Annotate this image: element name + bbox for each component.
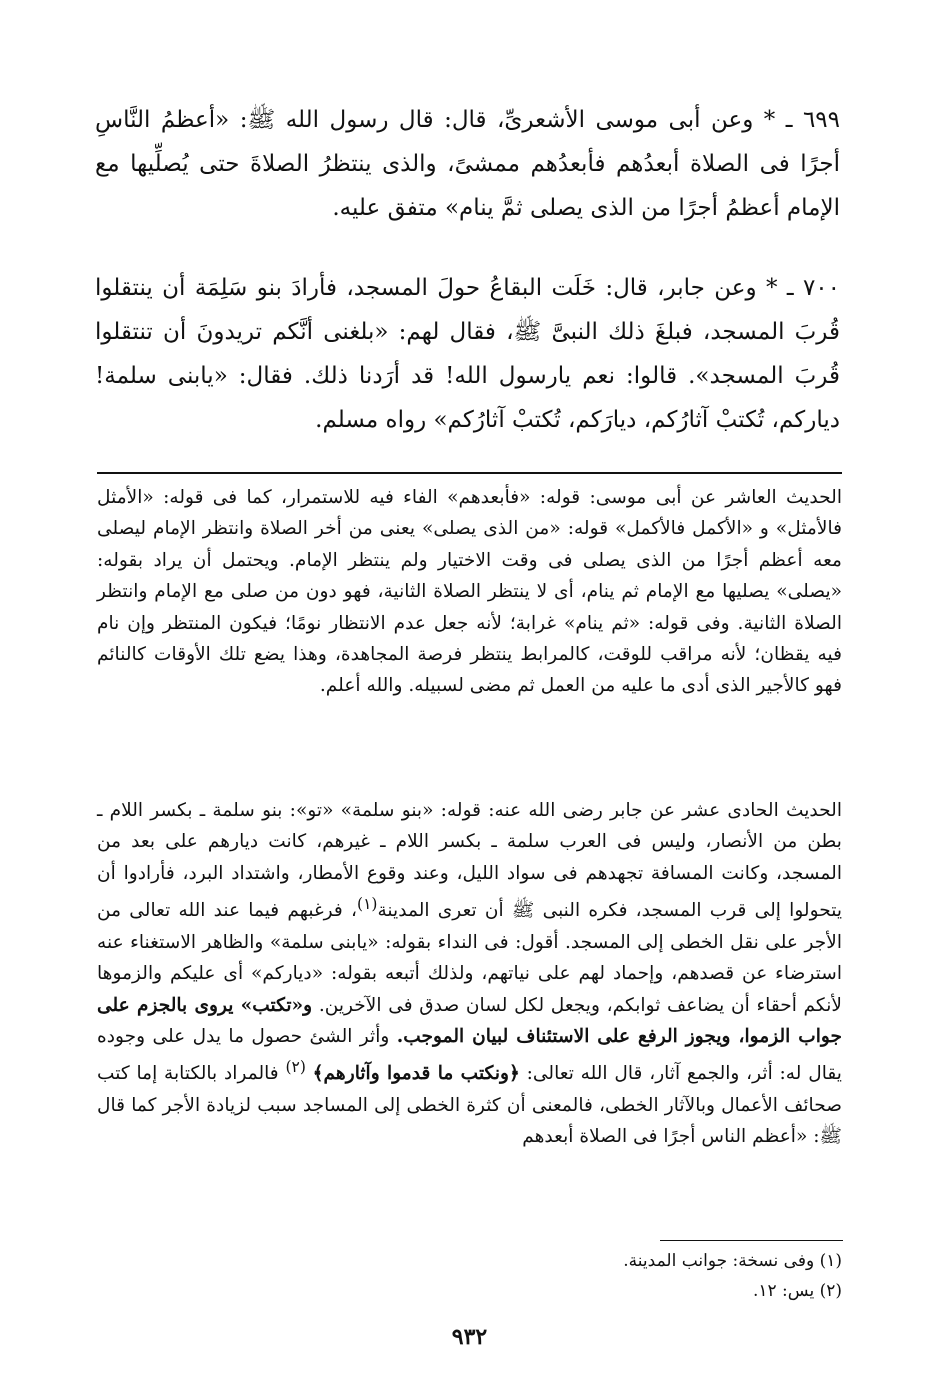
footnote-2: (٢) يس: ١٢. xyxy=(752,1281,842,1301)
footnote-marker-1: (١) xyxy=(357,895,378,914)
quran-quote: ﴿ونكتب ما قدموا وآثارهم﴾ xyxy=(312,1063,520,1085)
footnote-marker-2: (٢) xyxy=(285,1058,306,1077)
footnote-divider xyxy=(660,1240,843,1241)
commentary-text: الحديث الحادى عشر عن جابر رضى الله عنه: قوله: «بنو سلمة» «تو»: بنو سلمة ـ بكسر اللام ـ بطن من الأنصار، وليس فى العرب سلمة ـ بكسر اللام ـ غيرهم، كانت ديارهم على بعد من المسجد، وكانت المسافة تجهدهم فى سواد الليل، وعند وقوع الأمطار، واشتداد البرد، فأرادوا أن يتحولوا إلى قرب المسجد، فكره النبى ﷺ أن تعرى المدينة xyxy=(97,800,842,922)
hadith-700: ٧٠٠ ـ * وعن جابر، قال: خَلَت البقاعُ حولَ المسجد، فأرادَ بنو سَلِمَة أن ينتقلوا قُربَ المسجد، فبلغَ ذلك النبىَّ ﷺ، فقال لهم: «بلغنى أنَّكم تريدونَ أن تنتقلوا قُربَ المسجد». قالوا: نعم يارسول الله! قد أرَدنا ذلك. فقال: «يابنى سلمة! دياركم، تُكتبْ آثارُكم، ديارَكم، تُكتبْ آثارُكم» رواه مسلم. xyxy=(95,275,840,433)
commentary-text: ، فرغبهم فيما عند الله تعالى من الأجر على نقل الخطى إلى المسجد. أقول: فى النداء بقوله: «يابنى سلمة» والظاهر الاستغناء عنه استرضاء عن قصدهم، وإحماد لهم على نياتهم، ولذلك أتبعه بقوله: «دياركم» أى عليكم والزموها لأنكم أحقاء أن يضاعف ثوابكم، ويجعل لكل لسان صدق فى الآخرين. xyxy=(97,900,842,1016)
commentary-text: فالمراد بالكتابة إما كتب صحائف الأعمال وبالآثار الخطى، فالمعنى أن كثرة الخطى إلى المساجد سبب لزيادة الأجر كما قال ﷺ: «أعظم الناس أجرًا فى الصلاة أبعدهم xyxy=(97,1063,842,1148)
commentary-hadith-11 xyxy=(97,795,842,1153)
commentary-text: وأثر الشئ حصول ما يدل على وجوده يقال له: أثر، والجمع آثار، قال الله تعالى: xyxy=(97,1026,842,1085)
commentary-bold-text: و«تكتب» يروى بالجزم على جواب الزموا، ويجوز الرفع على الاستئناف لبيان الموجب. xyxy=(97,994,842,1048)
commentary-hadith-10: الحديث العاشر عن أبى موسى: قوله: «فأبعدهم» الفاء فيه للاستمرار، كما فى قوله: «الأمثل فالأمثل» و «الأكمل فالأكمل» قوله: «من الذى يصلى» يعنى من أخر الصلاة وانتظر الإمام ليصلى معه أعظم أجرًا من الذى يصلى فى وقت الاختيار ولم ينتظر الإمام. ويحتمل أن يراد بقوله: «يصلى» يصليها مع الإمام ثم ينام، أى لا ينتظر الصلاة الثانية، فهو دون من صلى مع الإمام وانتظر الصلاة الثانية. وفى قوله: «ثم ينام» غرابة؛ لأنه جعل عدم الانتظار نومًا؛ فيكون المنتظر وإن نام فيه يقظان؛ لأنه مراقب للوقت، كالمرابط ينتظر فرصة المجاهدة، وهذا يضع تلك الأوقات كالنائم فهو كالأجير الذى أدى ما عليه من العمل ثم مضى لسبيله. والله أعلم. xyxy=(97,487,842,697)
page-number: ٩٣٢ xyxy=(451,1324,488,1350)
footnote-1: (١) وفى نسخة: جوانب المدينة. xyxy=(623,1251,842,1271)
hadith-699: ٦٩٩ ـ * وعن أبى موسى الأشعرىِّ، قال: قال رسول الله ﷺ: «أعظمُ النَّاسِ أجرًا فى الصلاة أبعدُهم فأبعدُهم ممشىً، والذى ينتظرُ الصلاةَ حتى يُصلِّيها مع الإمام أعظمُ أجرًا من الذى يصلى ثمَّ ينام» متفق عليه. xyxy=(95,107,840,221)
commentary-divider xyxy=(97,472,842,474)
